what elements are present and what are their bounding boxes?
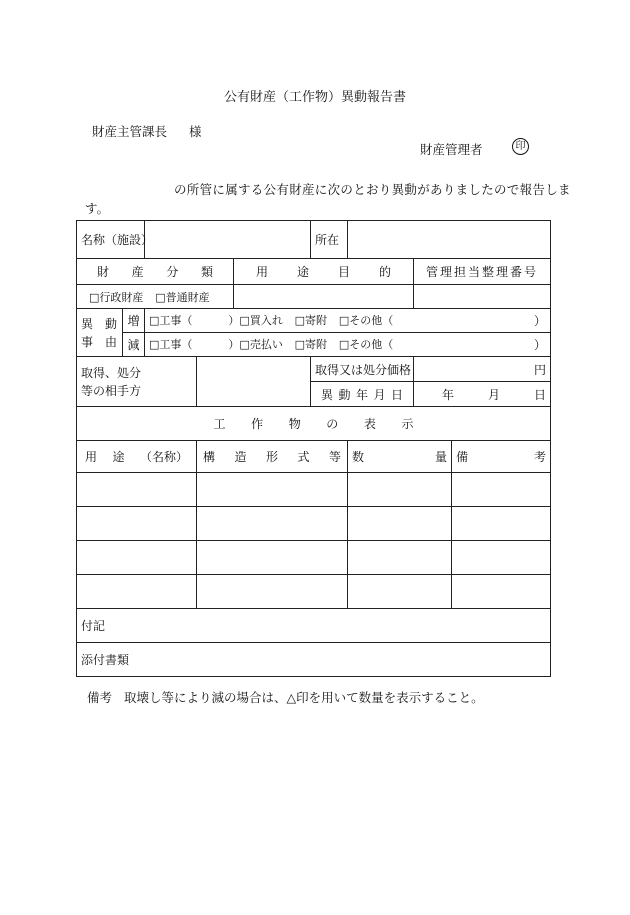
decrease-donation-checkbox[interactable]: □寄附	[294, 338, 328, 351]
increase-purchase-checkbox[interactable]: ）□買入れ	[228, 314, 283, 327]
remarks-cell[interactable]	[452, 575, 551, 609]
usage-field[interactable]	[234, 285, 414, 309]
structure-display-header: 工 作 物 の 表 示	[77, 407, 551, 441]
table-row	[77, 507, 551, 541]
decrease-label: 減	[123, 333, 145, 357]
change-date-label: 異 動 年 月 日	[311, 382, 414, 407]
addressee-honorific: 様	[189, 124, 202, 139]
mgmt-number-field[interactable]	[414, 285, 551, 309]
table-row	[77, 473, 551, 507]
change-date-field[interactable]: 年 月 日	[414, 382, 551, 407]
price-label: 取得又は処分価格	[311, 357, 414, 382]
increase-construction-checkbox[interactable]: □工事（	[149, 314, 193, 327]
col-header-usage: 用 途 （名称）	[77, 441, 197, 473]
checkbox-administrative-property[interactable]: □行政財産	[89, 290, 144, 304]
usage-cell[interactable]	[77, 541, 197, 575]
increase-options: □工事（ ）□買入れ □寄附 □その他（ ）	[145, 309, 551, 333]
notes-field[interactable]	[77, 609, 551, 643]
structure-cell[interactable]	[197, 541, 348, 575]
table-row	[77, 575, 551, 609]
usage-cell[interactable]	[77, 473, 197, 507]
usage-cell[interactable]	[77, 575, 197, 609]
counterparty-label: 取得、処分 等の相手方	[77, 357, 197, 407]
mgmt-number-header: 管理担当整理番号	[414, 259, 551, 285]
remarks-cell[interactable]	[452, 507, 551, 541]
decrease-sale-checkbox[interactable]: ）□売払い	[228, 338, 283, 351]
price-field[interactable]	[414, 357, 551, 382]
decrease-construction-checkbox[interactable]: □工事（	[149, 338, 193, 351]
structure-cell[interactable]	[197, 575, 348, 609]
structure-cell[interactable]	[197, 507, 348, 541]
name-label: 名称（施設）	[77, 221, 145, 259]
document-title: 公有財産（工作物）異動報告書	[223, 90, 406, 105]
decrease-options: □工事（ ）□売払い □寄附 □その他（ ）	[145, 333, 551, 357]
usage-header: 用 途 目 的	[234, 259, 414, 285]
attachments-label: 添付書類	[81, 653, 130, 667]
increase-other-checkbox[interactable]: □その他（	[338, 314, 394, 327]
change-reason-label: 異 動 事 由	[77, 309, 123, 357]
reporter-label: 財産管理者	[420, 142, 483, 157]
footnote-text: 取壊し等により滅の場合は、△印を用いて数量を表示すること。	[124, 690, 484, 705]
intro-line-2: す。	[85, 201, 110, 216]
structure-cell[interactable]	[197, 473, 348, 507]
category-options	[77, 285, 234, 309]
report-form	[76, 220, 551, 677]
notes-label: 付記	[81, 619, 106, 633]
addressee	[92, 122, 202, 140]
increase-donation-checkbox[interactable]: □寄附	[294, 314, 328, 327]
intro-line-1: の所管に属する公有財産に次のとおり異動がありましたので報告しま	[174, 182, 571, 197]
quantity-cell[interactable]	[348, 575, 452, 609]
col-header-remarks: 備 考	[452, 441, 551, 473]
seal-mark: 印	[512, 138, 529, 155]
increase-label: 増	[123, 309, 145, 333]
quantity-cell[interactable]	[348, 507, 452, 541]
attachments-field[interactable]	[77, 643, 551, 677]
checkbox-general-property[interactable]: □普通財産	[155, 290, 210, 304]
counterparty-field[interactable]	[197, 357, 311, 407]
price-unit: 円	[534, 362, 547, 377]
table-row	[77, 541, 551, 575]
addressee-name: 財産主管課長	[92, 124, 168, 139]
footnote-label: 備考	[87, 690, 113, 705]
name-field[interactable]	[145, 221, 311, 259]
location-label: 所在	[311, 221, 348, 259]
col-header-quantity: 数 量	[348, 441, 452, 473]
location-field[interactable]	[348, 221, 551, 259]
category-header: 財 産 分 類	[77, 259, 234, 285]
footnote	[87, 688, 484, 706]
quantity-cell[interactable]	[348, 473, 452, 507]
quantity-cell[interactable]	[348, 541, 452, 575]
remarks-cell[interactable]	[452, 473, 551, 507]
decrease-other-checkbox[interactable]: □その他（	[338, 338, 394, 351]
usage-cell[interactable]	[77, 507, 197, 541]
col-header-structure: 構 造 形 式 等	[197, 441, 348, 473]
remarks-cell[interactable]	[452, 541, 551, 575]
